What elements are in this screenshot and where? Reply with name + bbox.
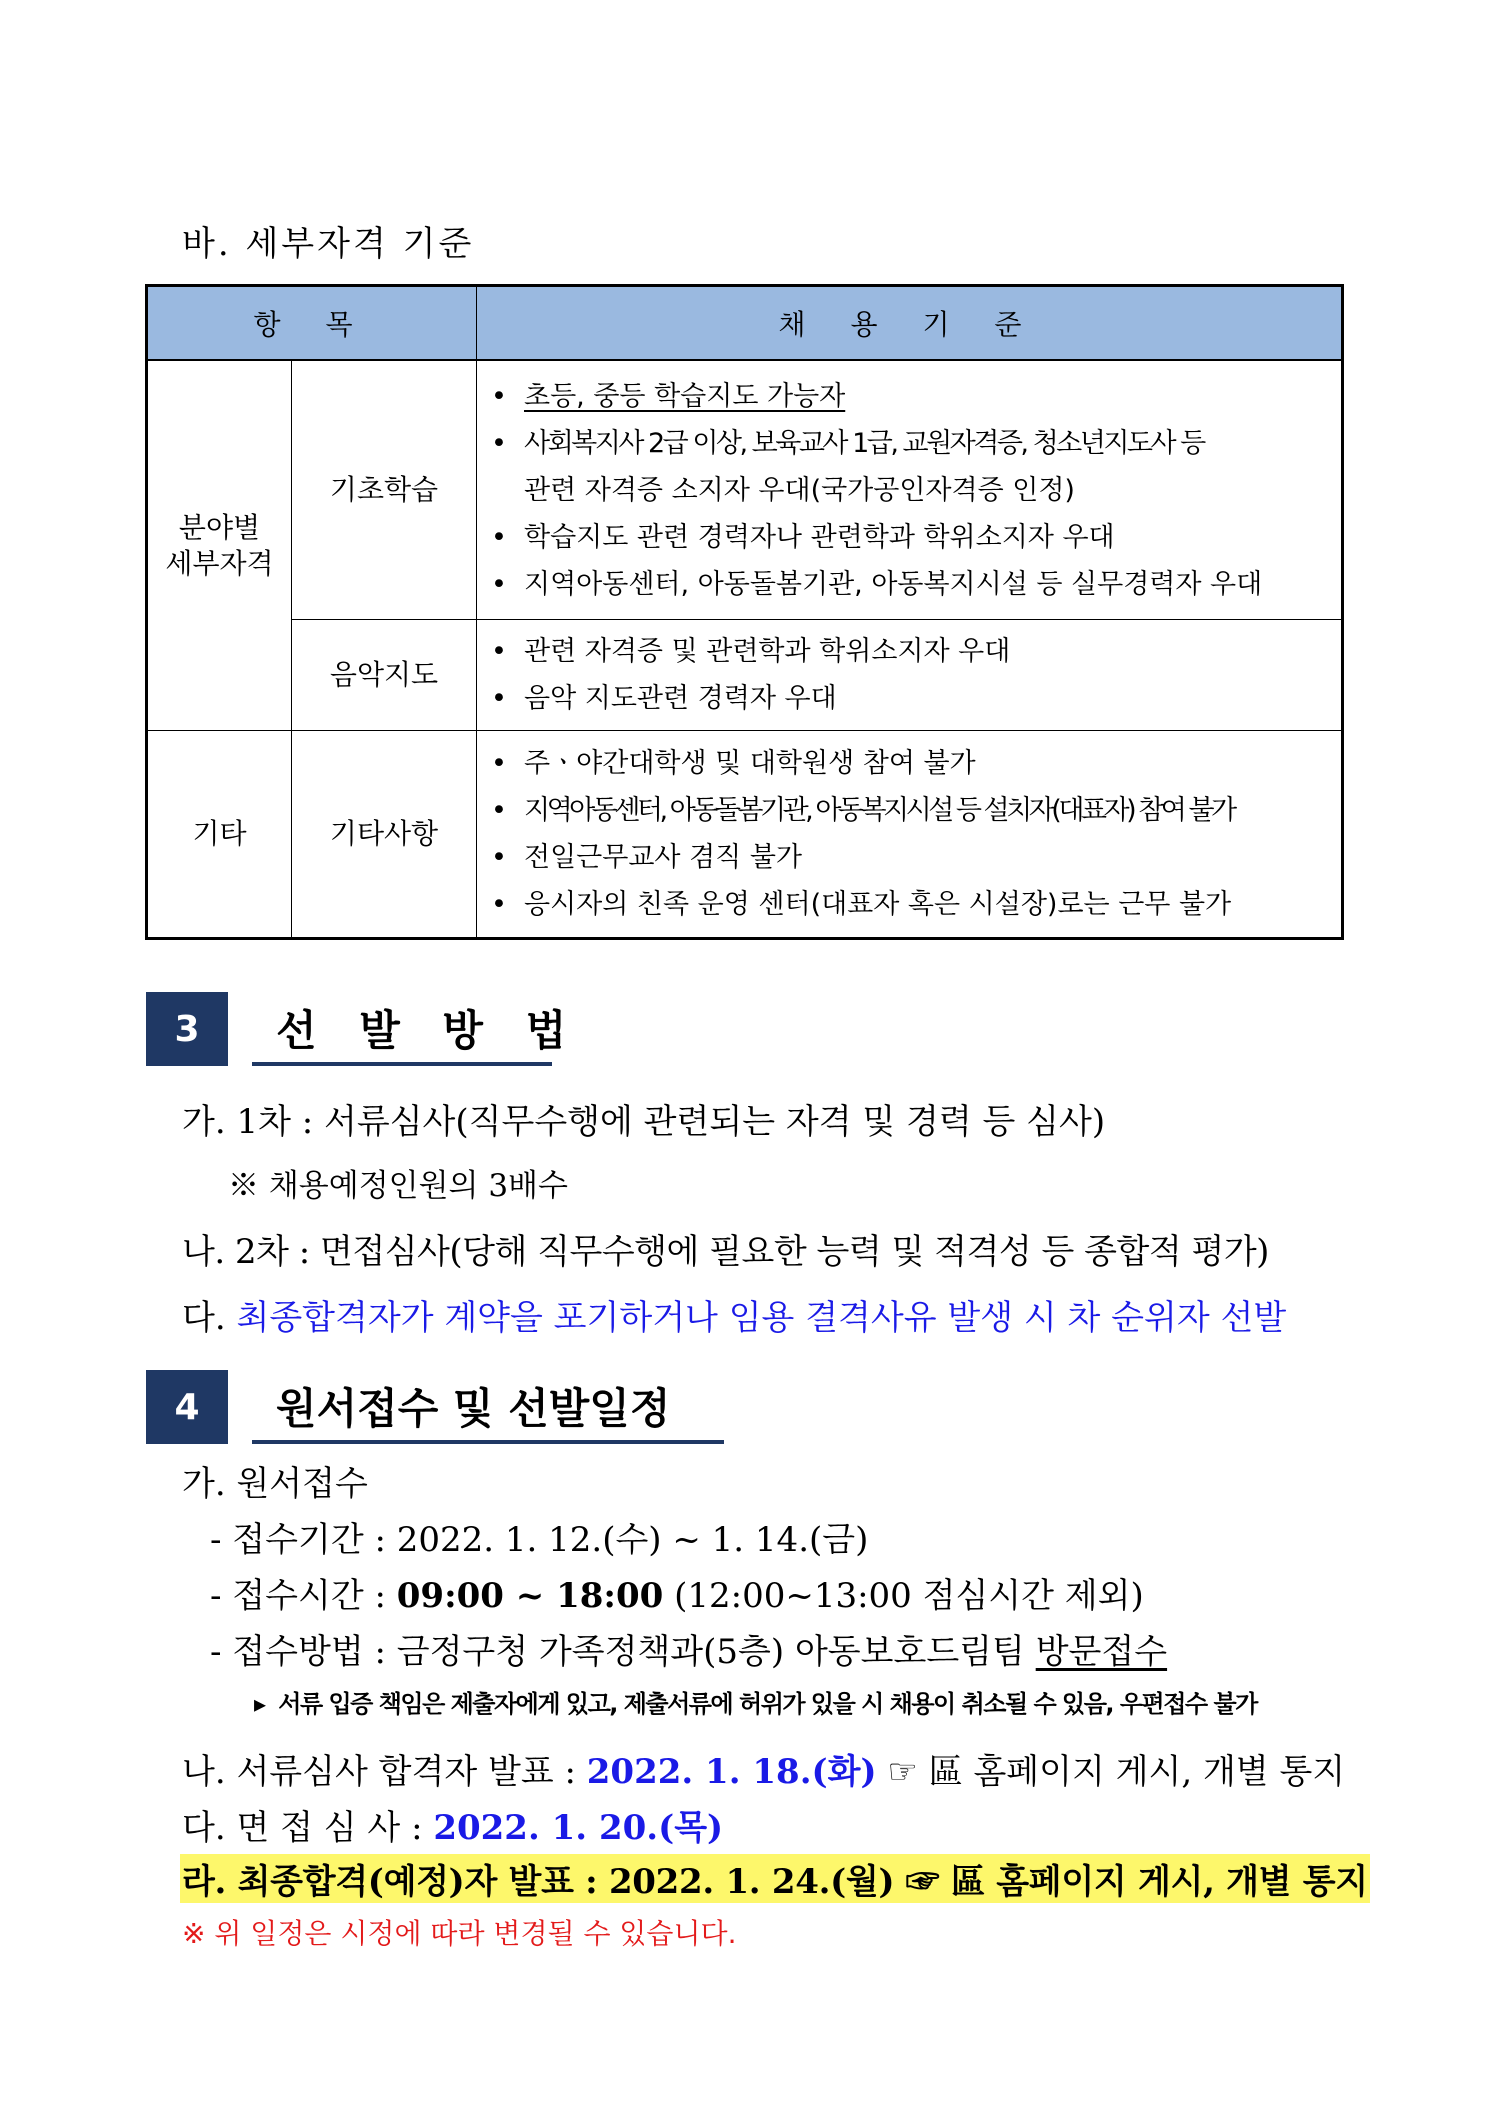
section4-number-badge: 4 (146, 1370, 228, 1444)
table-row (147, 360, 1343, 620)
section3-da-highlight: 최종합격자가 계약을 포기하거나 임용 결격사유 발생 시 차 순위자 선발 (236, 1298, 1287, 1338)
receipt-period: - 접수기간 : 2022. 1. 12.(수) ~ 1. 14.(금) (210, 1520, 869, 1560)
item-text: 전일근무교사 겸직 불가 (524, 842, 802, 873)
section3-note: ※ 채용예정인원의 3배수 (228, 1168, 568, 1204)
list-item: • 학습지도 관련 경력자나 관련학과 학위소지자 우대 (491, 514, 1327, 561)
list-item: • 지역아동센터, 아동돌봄기관, 아동복지시설 등 실무경력자 우대 (491, 561, 1327, 608)
list-item: • 주ㆍ야간대학생 및 대학원생 참여 불가 (491, 740, 1327, 787)
criteria-cell (477, 731, 1343, 939)
group-label-other: 기타 (147, 731, 292, 939)
list-item: • 사회복지사 2급 이상, 보육교사 1급, 교원자격증, 청소년지도사 등 (491, 420, 1327, 467)
item-text: 사회복지사 2급 이상, 보육교사 1급, 교원자격증, 청소년지도사 등 (524, 427, 1204, 459)
row-label-music: 음악지도 (292, 620, 477, 731)
item-text: 응시자의 친족 운영 센터(대표자 혹은 시설장)로는 근무 불가 (524, 889, 1232, 920)
list-item: • 관련 자격증 및 관련학과 학위소지자 우대 (491, 628, 1327, 675)
section4-item-ra: 라. 최종합격(예정)자 발표 : 2022. 1. 24.(월) ☞ 區 홈페이지 게시, 개별 통지 (180, 1854, 1370, 1903)
criteria-cell (477, 620, 1343, 731)
list-item-continuation (491, 467, 1327, 514)
receipt-time-hours: 09:00 ~ 18:00 (396, 1576, 664, 1616)
list-item: • 초등, 중등 학습지도 가능자 (491, 373, 1327, 420)
list-item: • 응시자의 친족 운영 센터(대표자 혹은 시설장)로는 근무 불가 (491, 881, 1327, 928)
item-text: 지역아동센터, 아동돌봄기관, 아동복지시설 등 실무경력자 우대 (524, 568, 1263, 600)
table-row (147, 620, 1343, 731)
section3-item-ga: 가. 1차 : 서류심사(직무수행에 관련되는 자격 및 경력 등 심사) (182, 1102, 1106, 1142)
row-label-other: 기타사항 (292, 731, 477, 939)
table-row (147, 731, 1343, 939)
section3-item-da: 다. 최종합격자가 계약을 포기하거나 임용 결격사유 발생 시 차 순위자 선발 (182, 1298, 1287, 1338)
item-text: 학습지도 관련 경력자나 관련학과 학위소지자 우대 (524, 521, 1115, 553)
item-text: 지역아동센터, 아동돌봄기관, 아동복지시설 등 설치자(대표자) 참여 불가 (524, 795, 1234, 826)
section4-item-ga: 가. 원서접수 (182, 1464, 368, 1504)
interview-date: 2022. 1. 20.(목) (433, 1808, 724, 1848)
receipt-method-visit: 방문접수 (1035, 1632, 1168, 1672)
header-item: 항 목 (147, 286, 477, 361)
table-header-row (147, 286, 1343, 361)
section3-title: 선 발 방 법 (276, 1006, 581, 1055)
item-text: 주ㆍ야간대학생 및 대학원생 참여 불가 (524, 748, 976, 779)
receipt-note: ▸ 서류 입증 책임은 제출자에게 있고, 제출서류에 허위가 있을 시 채용이 취소될 수 있음, 우편접수 불가 (254, 1690, 1257, 1718)
receipt-time: - 접수시간 : 09:00 ~ 18:00 (12:00~13:00 점심시간 제외) (210, 1576, 1144, 1616)
group-label-field (147, 360, 292, 731)
section4-underline (252, 1440, 724, 1444)
section4-item-na: 나. 서류심사 합격자 발표 : 2022. 1. 18.(화) ☞ 區 홈페이지 게시, 개별 통지 (182, 1752, 1346, 1792)
item-text: 관련 자격증 소지자 우대(국가공인자격증 인정) (524, 474, 1075, 506)
item-text: 초등, 중등 학습지도 가능자 (524, 380, 846, 412)
document-result-date: 2022. 1. 18.(화) (586, 1752, 877, 1792)
schedule-warning: ※ 위 일정은 시정에 따라 변경될 수 있습니다. (182, 1917, 737, 1950)
subsection-title: 바. 세부자격 기준 (182, 224, 475, 264)
section4-title: 원서접수 및 선발일정 (276, 1384, 671, 1433)
row-label-basic-learning: 기초학습 (292, 360, 477, 620)
group-label-line1: 분야별 (178, 510, 261, 544)
criteria-table (145, 284, 1344, 940)
arrow-icon: ▸ (254, 1690, 265, 1718)
list-item: • 지역아동센터, 아동돌봄기관, 아동복지시설 등 설치자(대표자) 참여 불가 (491, 787, 1327, 834)
section4-item-da: 다. 면 접 심 사 : 2022. 1. 20.(목) (182, 1808, 724, 1848)
item-text: 관련 자격증 및 관련학과 학위소지자 우대 (524, 636, 1011, 667)
section3-item-na: 나. 2차 : 면접심사(당해 직무수행에 필요한 능력 및 적격성 등 종합적 평가) (182, 1232, 1269, 1272)
section3-underline (252, 1062, 552, 1066)
item-text: 음악 지도관련 경력자 우대 (524, 683, 837, 714)
section3-number-badge: 3 (146, 992, 228, 1066)
header-criteria: 채 용 기 준 (477, 286, 1343, 361)
group-label-line2: 세부자격 (165, 546, 274, 580)
criteria-cell (477, 360, 1343, 620)
receipt-method: - 접수방법 : 금정구청 가족정책과(5층) 아동보호드림팀 방문접수 (210, 1632, 1168, 1672)
list-item: • 전일근무교사 겸직 불가 (491, 834, 1327, 881)
list-item: • 음악 지도관련 경력자 우대 (491, 675, 1327, 722)
